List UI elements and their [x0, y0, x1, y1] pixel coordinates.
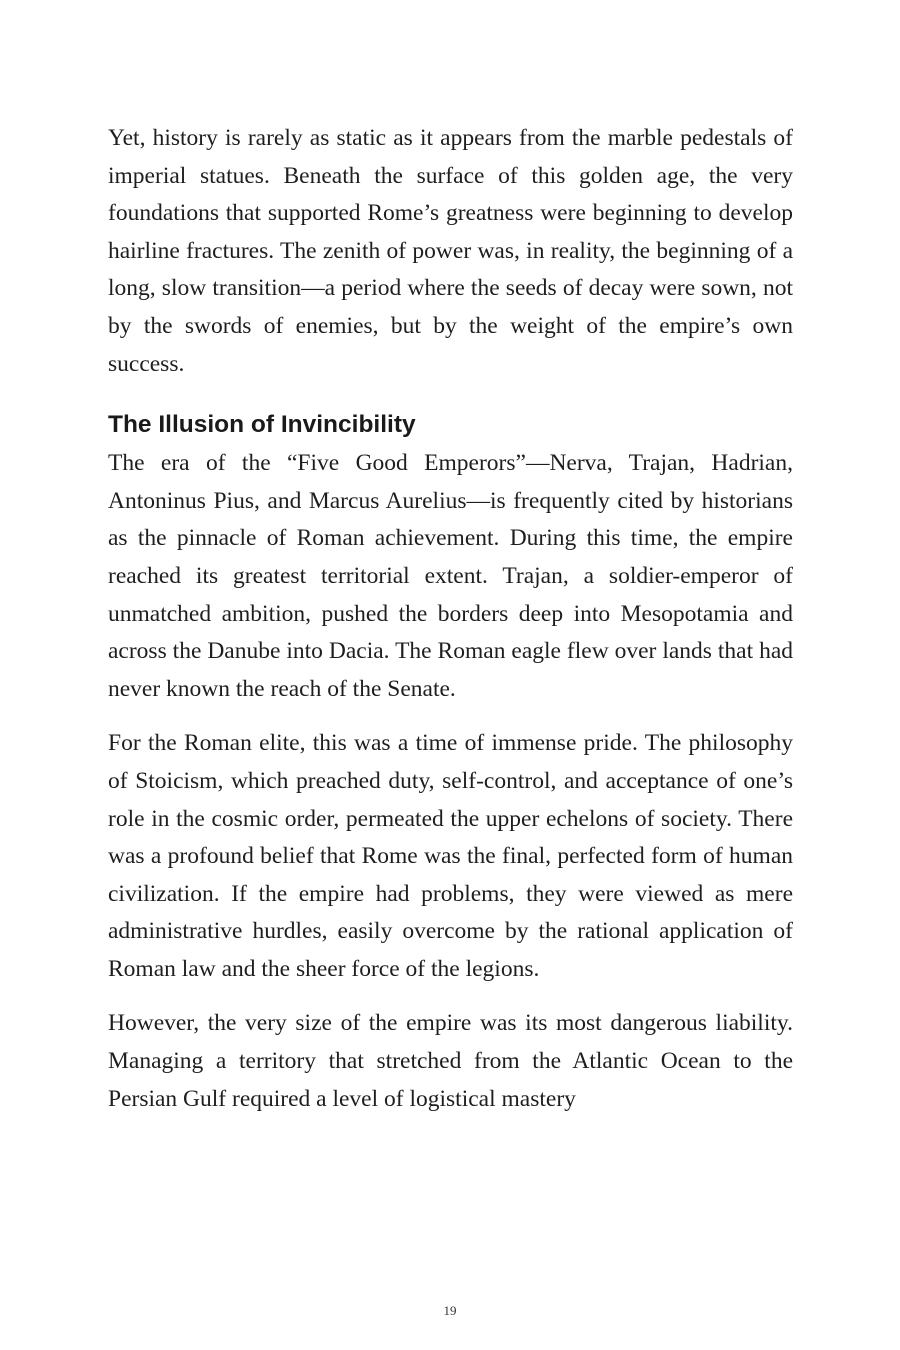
- section-paragraph-1: The era of the “Five Good Emperors”—Nerva, Trajan, Hadrian, Antoninus Pius, and Marcus Aurelius—is frequently cited by historians as the pinnacle of Roman achievement. During this time, the empire reached its greatest territorial extent. Trajan, a soldier-emperor of unmatched ambition, pushed the borders deep into Mesopotamia and across the Danube into Dacia. The Roman eagle flew over lands that had never known the reach of the Senate.: [108, 450, 793, 702]
- intro-paragraph: Yet, history is rarely as static as it appears from the marble pedestals of imperial statues. Beneath the surface of this golden age, the very foundations that supported Rome’s greatness were beginning to develop hairline fractures. The zenith of power was, in reality, the beginning of a long, slow transition—a period where the seeds of decay were sown, not by the swords of enemies, but by the weight of the empire’s own success.: [108, 125, 793, 377]
- section-paragraph-2: For the Roman elite, this was a time of immense pride. The philosophy of Stoicism, which preached duty, self-control, and acceptance of one’s role in the cosmic order, permeated the upper echelons of society. There was a profound belief that Rome was the final, perfected form of human civilization. If the empire had problems, they were viewed as mere administrative hurdles, easily overcome by the rational application of Roman law and the sheer force of the legions.: [108, 730, 793, 982]
- section-paragraph-3: However, the very size of the empire was its most dangerous liability. Managing a territory that stretched from the Atlantic Ocean to the Persian Gulf required a level of logistical mastery: [108, 1010, 793, 1112]
- section-heading: The Illusion of Invincibility: [108, 411, 416, 439]
- page-number: 19: [443, 1303, 457, 1318]
- page-body: [108, 120, 793, 1118]
